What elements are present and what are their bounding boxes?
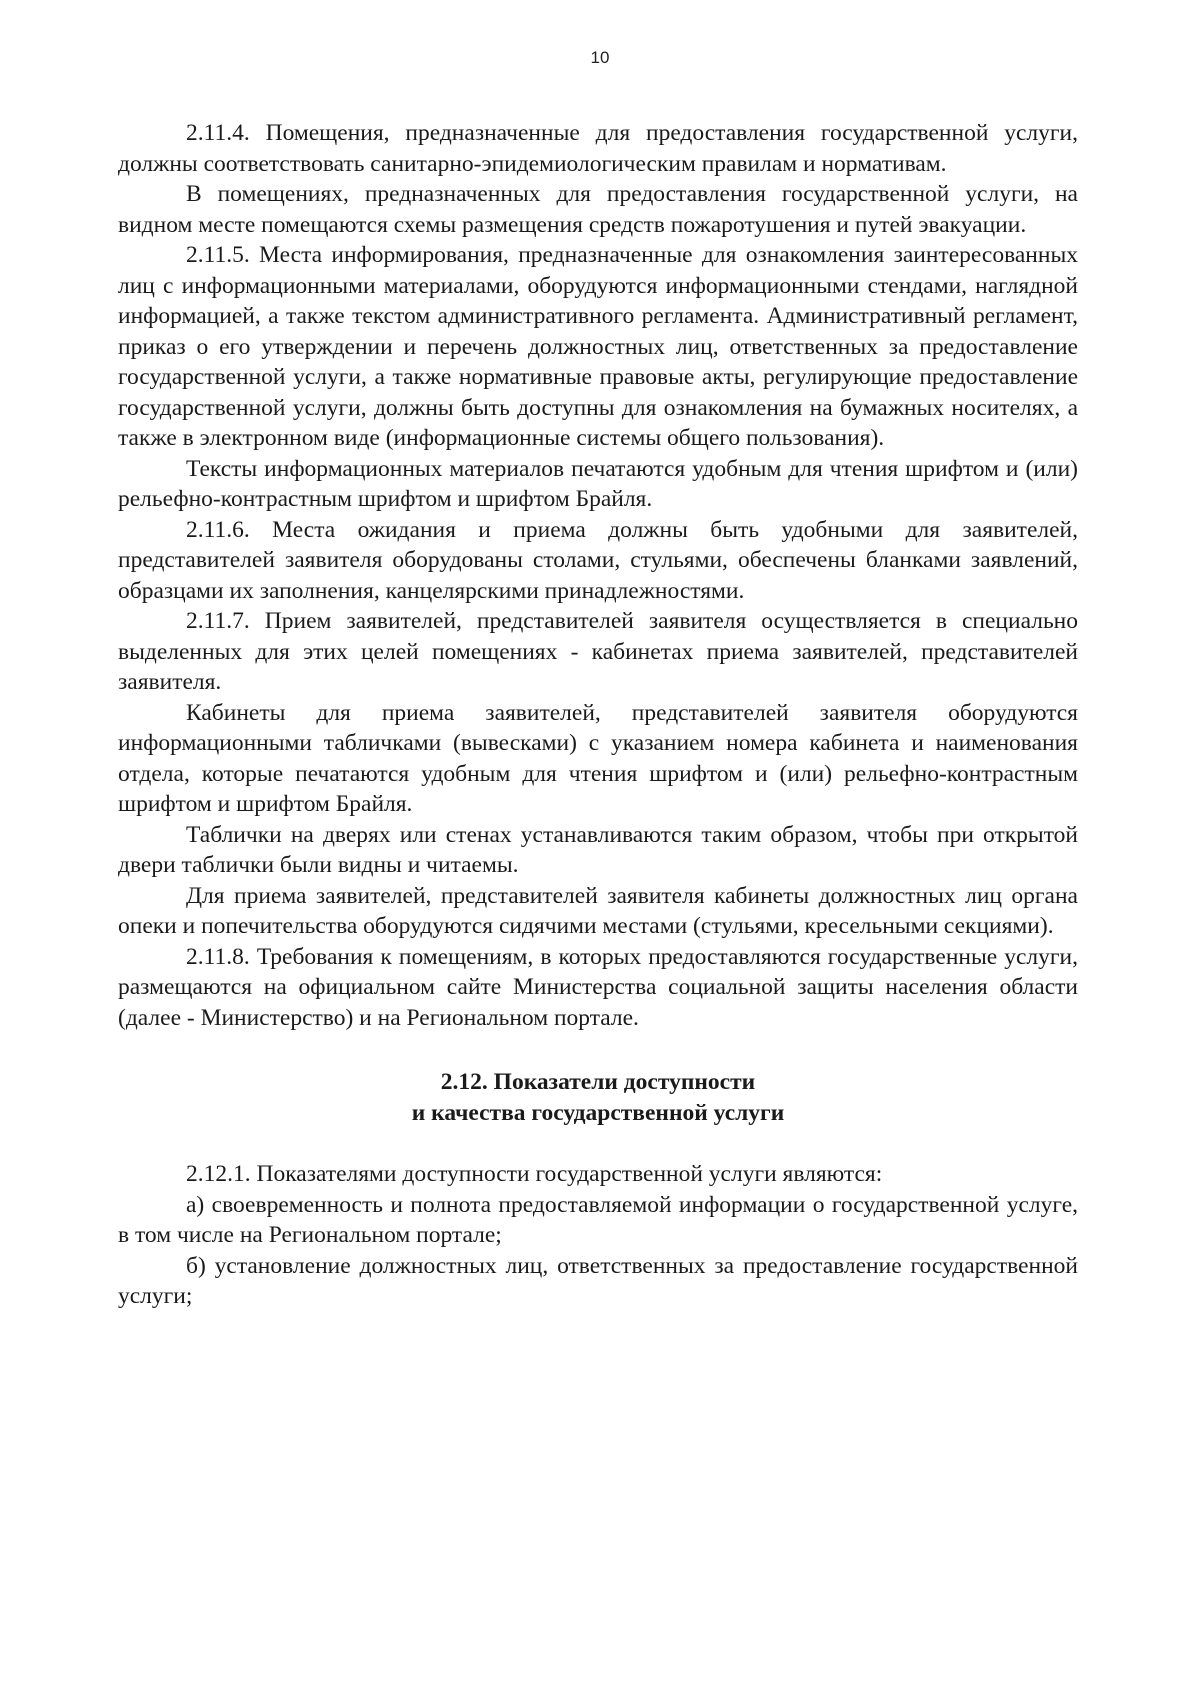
document-body — [118, 118, 1078, 1312]
section-heading-2-12 — [118, 1067, 1078, 1129]
paragraph-2-12-1: 2.12.1. Показателями доступности государственной услуги являются: — [186, 1161, 883, 1187]
section-heading-line-1: 2.12. Показатели доступности — [440, 1069, 756, 1095]
paragraph-seating: Для приема заявителей, представителей заявителя кабинеты должностных лиц органа опеки и попечительства оборудуются сидячими местами (стульями, кресельными секциями). — [118, 882, 1078, 939]
paragraph-premises-schemes: В помещениях, предназначенных для предоставления государственной услуги, на видном месте помещаются схемы размещения средств пожаротушения и путей эвакуации. — [118, 181, 1078, 238]
list-item-a: а) своевременность и полнота предоставляемой информации о государственной услуге, в том числе на Региональном портале; — [118, 1191, 1078, 1248]
paragraph-texts-fonts: Тексты информационных материалов печатаются удобным для чтения шрифтом и (или) рельефно-контрастным шрифтом и шрифтом Брайля. — [118, 455, 1078, 512]
paragraph-2-11-8: 2.11.8. Требования к помещениям, в которых предоставляются государственные услуги, размещаются на официальном сайте Министерства социальной защиты населения области (далее - Министерство) и на Региональном портале. — [118, 943, 1078, 1031]
page-number: 10 — [590, 48, 610, 67]
paragraph-2-11-4: 2.11.4. Помещения, предназначенные для предоставления государственной услуги, должны соответствовать санитарно-эпидемиологическим правилам и нормативам. — [118, 120, 1078, 177]
section-heading-line-2: и качества государственной услуги — [411, 1100, 785, 1126]
paragraph-2-11-6: 2.11.6. Места ожидания и приема должны быть удобными для заявителей, представителей заявителя оборудованы столами, стульями, обеспечены бланками заявлений, образцами их заполнения, канцелярскими принадлежностями. — [118, 516, 1078, 604]
paragraph-offices-signs: Кабинеты для приема заявителей, представителей заявителя оборудуются информационными табличками (вывесками) с указанием номера кабинета и наименования отдела, которые печатаются удобным для чтения шрифтом и (или) рельефно-контрастным шрифтом и шрифтом Брайля. — [118, 699, 1078, 817]
section-2-12-body — [118, 1159, 1078, 1312]
paragraph-2-11-5: 2.11.5. Места информирования, предназначенные для ознакомления заинтересованных лиц с информационными материалами, оборудуются информационными стендами, наглядной информацией, а также текстом административного регламента. Административный регламент, приказ о его утверждении и перечень должностных лиц, ответственных за предоставление государственной услуги, а также нормативные правовые акты, регулирующие предоставление государственной услуги, должны быть доступны для ознакомления на бумажных носителях, а также в электронном виде (информационные системы общего пользования). — [118, 242, 1078, 451]
paragraph-2-11-7: 2.11.7. Прием заявителей, представителей заявителя осуществляется в специально выделенных для этих целей помещениях - кабинетах приема заявителей, представителей заявителя. — [118, 608, 1078, 695]
list-item-b: б) установление должностных лиц, ответственных за предоставление государственной услуги; — [118, 1252, 1078, 1309]
paragraph-door-signs: Таблички на дверях или стенах устанавливаются таким образом, чтобы при открытой двери таблички были видны и читаемы. — [118, 821, 1078, 878]
